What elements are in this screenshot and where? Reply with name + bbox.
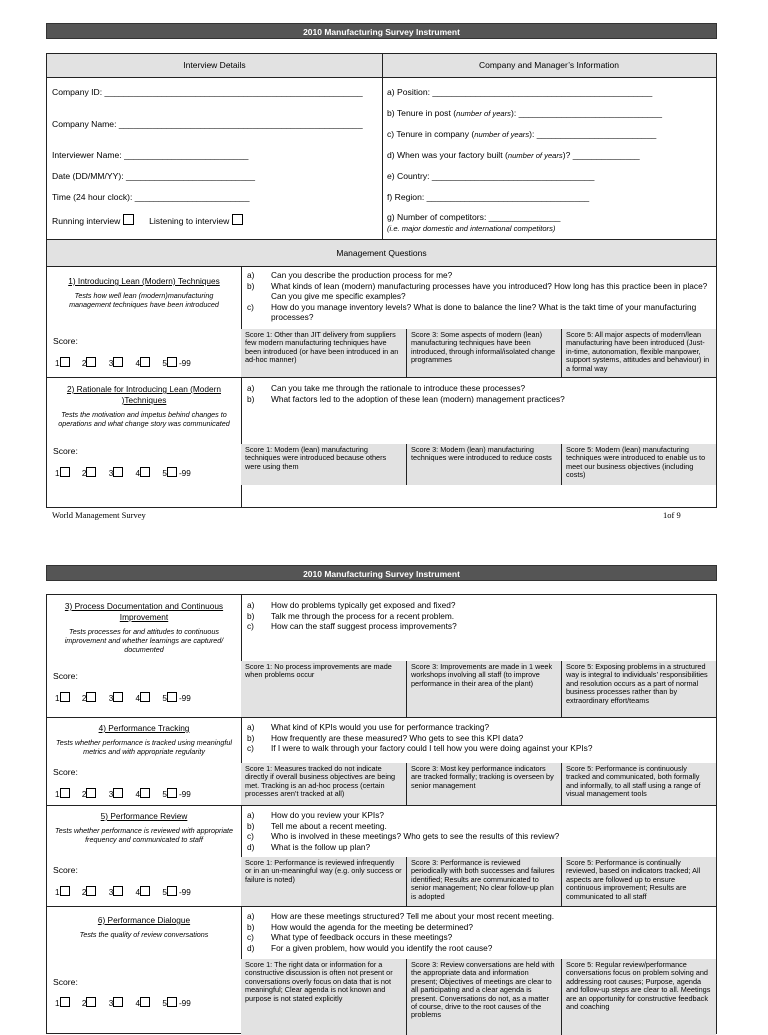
- running-interview-label: Running interview: [52, 216, 121, 226]
- position-field[interactable]: a) Position: ______________________________________________: [387, 87, 653, 97]
- score-1-checkbox[interactable]: [60, 886, 70, 896]
- score-4-checkbox[interactable]: [140, 692, 150, 702]
- competitors-field[interactable]: g) Number of competitors: _______________: [387, 212, 561, 222]
- competitors-note: (i.e. major domestic and international competitors): [387, 224, 556, 233]
- tenure-company-field[interactable]: c) Tenure in company (number of years): _________________________: [387, 129, 657, 139]
- score-options-1: 1 2 3 4 5 -99: [55, 359, 191, 368]
- score-2-checkbox[interactable]: [86, 788, 96, 798]
- section-5-title-cell: [47, 811, 241, 844]
- section-3-score-row: [241, 661, 716, 717]
- question-item: b) Tell me about a recent meeting.: [247, 820, 387, 831]
- score-1-criteria: Score 1: Other than JIT delivery from suppliers few modern manufacturing techniques have been introduced (or have been introduced in an ad-hoc manner): [241, 329, 406, 377]
- company-id-field[interactable]: Company ID: ______________________________________________________: [52, 87, 363, 97]
- section-description: Tests the quality of review conversations: [79, 930, 209, 939]
- score-5-criteria: Score 5: Performance is continuously tracked and communicated, both formally and informally, to all staff using a range of visual management tools: [561, 763, 716, 805]
- score-1-checkbox[interactable]: [60, 467, 70, 477]
- question-item: b) Talk me through the process for a recent problem.: [247, 610, 455, 621]
- section-6-questions: [247, 911, 715, 953]
- management-questions-header: Management Questions: [47, 240, 716, 266]
- score-5-checkbox[interactable]: [167, 692, 177, 702]
- score-3-checkbox[interactable]: [113, 467, 123, 477]
- question-item: a) How do you review your KPIs?: [247, 810, 384, 820]
- score-options-5: 1 2 3 4 5 -99: [55, 888, 191, 897]
- score-3-checkbox[interactable]: [113, 692, 123, 702]
- tenure-post-field[interactable]: b) Tenure in post (number of years): ______________________________: [387, 108, 663, 118]
- score-4-checkbox[interactable]: [140, 467, 150, 477]
- questions-table: [46, 594, 717, 1034]
- score-label: Score:: [53, 865, 78, 875]
- interview-details-header: Interview Details: [47, 54, 382, 77]
- score-1-criteria: Score 1: No process improvements are made when problems occur: [241, 661, 406, 717]
- score-3-criteria: Score 3: Review conversations are held with the appropriate data and information present; Objectives of meetings are clear to all participating and a clear agenda is present. Conversations do not, as a matter of course, drive to the root causes of the problems: [406, 959, 561, 1035]
- section-description: Tests processes for and attitudes to continuous improvement and whether learnings are captured/ documented: [64, 627, 224, 654]
- question-item: c) How do you manage inventory levels? What is done to balance the line? What is the takt time of your manufacturing processes?: [247, 301, 697, 322]
- section-3-title-cell: [47, 601, 241, 654]
- score-options-3: 1 2 3 4 5 -99: [55, 694, 191, 703]
- section-title: 4) Performance Tracking: [98, 723, 190, 733]
- listening-interview-label: Listening to interview: [149, 216, 230, 226]
- country-field[interactable]: e) Country: __________________________________: [387, 171, 595, 181]
- question-item: a) Can you describe the production process for me?: [247, 270, 453, 280]
- score-2-checkbox[interactable]: [86, 357, 96, 367]
- score-label: Score:: [53, 671, 78, 681]
- score-3-checkbox[interactable]: [113, 997, 123, 1007]
- score-options-6: 1 2 3 4 5 -99: [55, 999, 191, 1008]
- score-1-criteria: Score 1: Modern (lean) manufacturing techniques were introduced because others were using them: [241, 444, 406, 485]
- time-field[interactable]: Time (24 hour clock): ________________________: [52, 192, 250, 202]
- question-item: d) For a given problem, how would you identify the root cause?: [247, 942, 493, 953]
- interviewer-name-field[interactable]: Interviewer Name: __________________________: [52, 150, 249, 160]
- score-1-criteria: Score 1: The right data or information for a constructive discussion is often not present or conversations overly focus on data that is not meaningful; Clear agenda is not known and purpose is not stated explicitly: [241, 959, 406, 1035]
- score-3-criteria: Score 3: Modern (lean) manufacturing techniques were introduced to reduce costs: [406, 444, 561, 485]
- section-description: Tests whether performance is tracked using meaningful metrics and with appropriate regularity: [56, 738, 232, 756]
- section-1-score-row: [241, 329, 716, 377]
- score-5-criteria: Score 5: All major aspects of modern/lean manufacturing have been introduced (Just-in-time, autonomation, flexible manpower, support systems, attitudes and behaviour) in a formal way: [561, 329, 716, 377]
- section-2-questions: [247, 383, 715, 404]
- score-2-checkbox[interactable]: [86, 886, 96, 896]
- score-options-2: 1 2 3 4 5 -99: [55, 469, 191, 478]
- score-3-criteria: Score 3: Performance is reviewed periodically with both successes and failures identified; Results are communicated to senior management; No clear follow-up plan is adopted: [406, 857, 561, 906]
- score-5-checkbox[interactable]: [167, 886, 177, 896]
- section-description: Tests how well lean (modern)manufacturing management techniques have been introduced: [69, 291, 219, 309]
- question-item: a) Can you take me through the rationale to introduce these processes?: [247, 383, 526, 393]
- section-4-score-row: [241, 763, 716, 805]
- section-title: 6) Performance Dialogue: [97, 915, 191, 925]
- question-item: b) How would the agenda for the meeting be determined?: [247, 921, 474, 932]
- question-item: b) What kinds of lean (modern) manufacturing processes have you introduced? How long has this practice been in place? Can you give me specific examples?: [247, 280, 708, 301]
- section-description: Tests whether performance is reviewed with appropriate frequency and communicated to staff: [55, 826, 233, 844]
- score-1-criteria: Score 1: Performance is reviewed infrequently or in an un-meaningful way (e.g. only success or failure is noted): [241, 857, 406, 906]
- question-item: c) Who is involved in these meetings? Who gets to see the results of this review?: [247, 831, 560, 841]
- question-item: c) What type of feedback occurs in these meetings?: [247, 932, 453, 942]
- factory-built-field[interactable]: d) When was your factory built (number of years)? ______________: [387, 150, 640, 160]
- score-5-criteria: Score 5: Exposing problems in a structured way is integral to individuals’ responsibilities and resolution occurs as a part of normal business processes rather than by extraordinary effort/teams: [561, 661, 716, 717]
- section-2-score-row: [241, 444, 716, 485]
- section-4-title-cell: [47, 723, 241, 756]
- section-1-title-cell: [47, 276, 241, 309]
- question-item: b) How frequently are these measured? Who gets to see this KPI data?: [247, 732, 524, 743]
- question-item: c) How can the staff suggest process improvements?: [247, 621, 457, 631]
- score-5-checkbox[interactable]: [167, 997, 177, 1007]
- running-interview-checkbox[interactable]: [123, 214, 134, 225]
- question-item: a) What kind of KPIs would you use for performance tracking?: [247, 722, 490, 732]
- question-item: a) How do problems typically get exposed and fixed?: [247, 600, 456, 610]
- score-3-criteria: Score 3: Improvements are made in 1 week workshops involving all staff (to improve performance in their area of the plant): [406, 661, 561, 717]
- section-5-questions: [247, 810, 715, 852]
- section-title: 5) Performance Review: [100, 811, 188, 821]
- score-1-checkbox[interactable]: [60, 357, 70, 367]
- footer-left: World Management Survey: [52, 510, 146, 520]
- score-5-checkbox[interactable]: [167, 357, 177, 367]
- section-6-title-cell: [47, 915, 241, 939]
- section-4-questions: [247, 722, 715, 754]
- score-2-checkbox[interactable]: [86, 467, 96, 477]
- score-label: Score:: [53, 446, 78, 456]
- score-5-checkbox[interactable]: [167, 788, 177, 798]
- banner-title: 2010 Manufacturing Survey Instrument: [46, 23, 717, 39]
- question-item: a) How are these meetings structured? Tell me about your most recent meeting.: [247, 911, 555, 921]
- company-info-header: Company and Manager’s Information: [382, 54, 716, 77]
- section-2-title-cell: [47, 384, 241, 428]
- section-title: 3) Process Documentation and Continuous Improvement: [64, 601, 224, 622]
- question-item: b) What factors led to the adoption of these lean (modern) management practices?: [247, 393, 565, 404]
- score-4-checkbox[interactable]: [140, 788, 150, 798]
- score-1-checkbox[interactable]: [60, 788, 70, 798]
- section-3-questions: [247, 600, 715, 632]
- score-3-criteria: Score 3: Some aspects of modern (lean) manufacturing techniques have been introduced, through informal/isolated change programmes: [406, 329, 561, 377]
- question-item: d) What is the follow up plan?: [247, 841, 371, 852]
- page-number: 1of 9: [663, 510, 681, 520]
- score-5-checkbox[interactable]: [167, 467, 177, 477]
- score-3-checkbox[interactable]: [113, 357, 123, 367]
- banner-title: 2010 Manufacturing Survey Instrument: [46, 565, 717, 581]
- survey-page-1: [46, 23, 717, 493]
- score-label: Score:: [53, 336, 78, 346]
- score-4-checkbox[interactable]: [140, 357, 150, 367]
- score-5-criteria: Score 5: Modern (lean) manufacturing techniques were introduced to enable us to meet our business objectives (including costs): [561, 444, 716, 485]
- score-5-criteria: Score 5: Regular review/performance conversations focus on problem solving and addressing root causes; Purpose, agenda and follow-up steps are clear to all. Meetings are an opportunity for constructive feedback and coaching: [561, 959, 716, 1035]
- question-item: c) If I were to walk through your factory could I tell how you were doing against your KPIs?: [247, 743, 593, 753]
- section-description: Tests the motivation and impetus behind changes to operations and what change story was communicated: [58, 410, 230, 428]
- section-5-score-row: [241, 857, 716, 906]
- score-3-criteria: Score 3: Most key performance indicators are tracked formally; tracking is overseen by senior management: [406, 763, 561, 805]
- score-options-4: 1 2 3 4 5 -99: [55, 790, 191, 799]
- score-2-checkbox[interactable]: [86, 997, 96, 1007]
- score-4-checkbox[interactable]: [140, 997, 150, 1007]
- score-3-checkbox[interactable]: [113, 886, 123, 896]
- score-2-checkbox[interactable]: [86, 692, 96, 702]
- region-field[interactable]: f) Region: __________________________________: [387, 192, 590, 202]
- score-5-criteria: Score 5: Performance is continually reviewed, based on indicators tracked; All aspects are followed up to ensure continuous improvement; Results are communicated to all staff: [561, 857, 716, 906]
- interview-table: [46, 53, 717, 508]
- section-title: 2) Rationale for Introducing Lean (Modern )Techniques: [66, 384, 222, 405]
- listening-interview-checkbox[interactable]: [232, 214, 243, 225]
- interview-mode-row: [52, 214, 243, 226]
- section-title: 1) Introducing Lean (Modern) Techniques: [68, 276, 220, 286]
- section-1-questions: [247, 270, 715, 323]
- survey-page-2: [46, 565, 717, 1024]
- score-4-checkbox[interactable]: [140, 886, 150, 896]
- score-1-checkbox[interactable]: [60, 692, 70, 702]
- score-3-checkbox[interactable]: [113, 788, 123, 798]
- date-field[interactable]: Date (DD/MM/YY): ___________________________: [52, 171, 256, 181]
- score-1-checkbox[interactable]: [60, 997, 70, 1007]
- score-label: Score:: [53, 767, 78, 777]
- score-1-criteria: Score 1: Measures tracked do not indicate directly if overall business objectives are being met. Tracking is an ad-hoc process (certain processes aren’t tracked at all): [241, 763, 406, 805]
- score-label: Score:: [53, 977, 78, 987]
- company-name-field[interactable]: Company Name: ___________________________________________________: [52, 119, 363, 129]
